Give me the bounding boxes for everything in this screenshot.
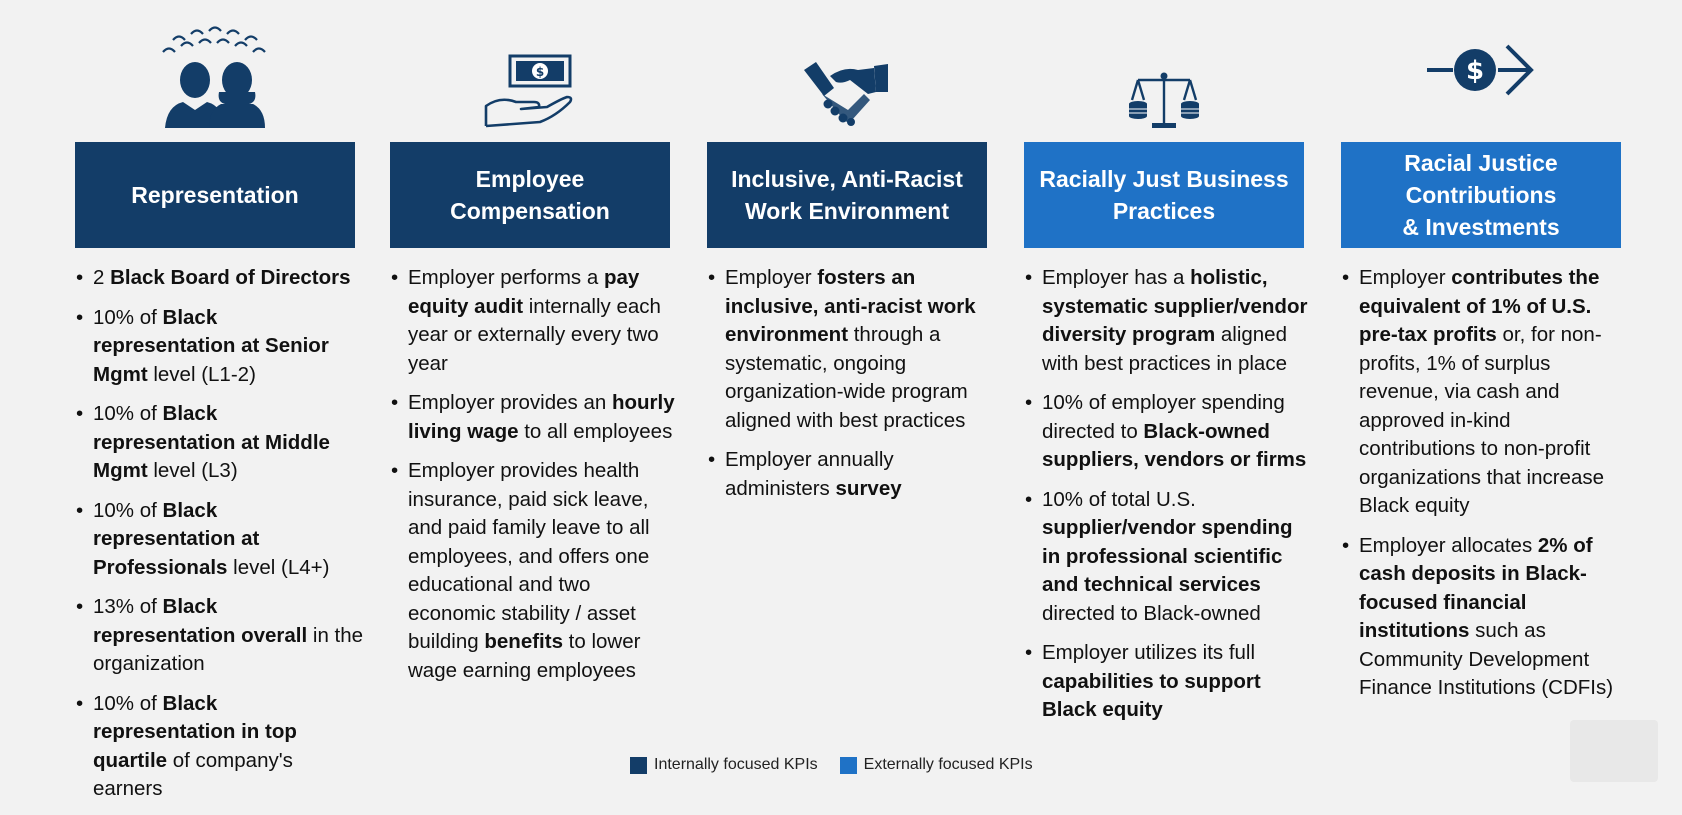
scales-icon (1024, 20, 1304, 130)
kpi-emphasis: contributes the equivalent of 1% of U.S. pre-tax profits (1359, 266, 1600, 346)
kpi-text: 10% of employer spending directed to (1042, 391, 1285, 443)
kpi-item (408, 389, 680, 446)
column-title-line: Work Environment (744, 198, 950, 224)
kpi-text: such as Community Development Finance Institutions (CDFIs) (1359, 619, 1614, 699)
kpi-text: to lower wage earning employees (408, 630, 641, 682)
kpi-item (93, 304, 365, 390)
dollar-arrow-icon (1341, 40, 1621, 100)
header-representation (75, 142, 355, 248)
kpi-item (408, 457, 680, 685)
kpi-text: Employer utilizes its full (1042, 641, 1256, 664)
column-title-line: Racially Just Business (1039, 166, 1289, 192)
kpi-text: 10% of (93, 498, 163, 522)
kpi-emphasis: Black representation in top quartile (93, 691, 297, 772)
kpi-text: 2 (93, 266, 111, 289)
legend-external (840, 756, 1033, 774)
column-title-line: & Investments (1402, 214, 1560, 240)
legend-external-label: Externally focused KPIs (863, 756, 1033, 773)
kpi-emphasis: Black representation at Middle Mgmt (93, 402, 330, 482)
legend-internal (630, 756, 818, 774)
kpi-emphasis: Black representation at Professionals (93, 498, 260, 579)
kpi-item (1359, 532, 1631, 703)
money-hand-icon (390, 20, 670, 130)
kpi-emphasis: pay equity audit (408, 266, 640, 318)
kpi-item (1042, 389, 1314, 475)
kpi-emphasis: 2% of cash deposits in Black-focused financial institutions (1359, 533, 1593, 642)
kpi-text: in the organization (93, 623, 364, 675)
column-title (450, 163, 610, 227)
kpi-list (707, 264, 997, 514)
kpi-text: 13% of (93, 595, 163, 618)
column-title-line: Representation (131, 182, 299, 208)
kpi-item (725, 446, 997, 503)
legend-internal-swatch (630, 757, 647, 774)
kpi-emphasis: Black-owned suppliers, vendors or firms (1042, 419, 1307, 471)
people-icon (75, 20, 355, 130)
kpi-emphasis: survey (835, 476, 902, 500)
kpi-text: level (L1-2) (147, 362, 256, 386)
kpi-emphasis: Black representation overall (93, 595, 308, 647)
kpi-emphasis: Black Board of Directors (110, 266, 351, 289)
kpi-text: 10% of total U.S. (1042, 487, 1196, 511)
kpi-list (1024, 264, 1314, 736)
kpi-text: 10% of (93, 402, 163, 425)
kpi-item (1359, 264, 1631, 521)
kpi-item (725, 264, 997, 435)
svg-text:$: $ (1465, 56, 1485, 86)
column-title-line: Practices (1112, 198, 1216, 224)
kpi-list (390, 264, 680, 696)
column-title (1402, 147, 1559, 243)
legend-internal-label: Internally focused KPIs (654, 756, 818, 773)
kpi-text: Employer provides health insurance, paid sick leave, and paid family leave to all employees, and offers one educational and two economic stability / asset building (408, 459, 650, 653)
kpi-emphasis: Black representation at Senior Mgmt (93, 305, 329, 386)
column-title (131, 179, 298, 211)
kpi-text: through a systematic, ongoing organization-wide program aligned with best practices (725, 323, 968, 432)
kpi-emphasis: holistic, systematic supplier/vendor diversity program (1042, 266, 1308, 346)
kpi-text: of company's earners (93, 748, 293, 800)
kpi-text: Employer has a (1042, 266, 1191, 289)
kpi-item (93, 593, 365, 679)
kpi-emphasis: capabilities to support Black equity (1042, 669, 1261, 721)
column-title (1039, 163, 1288, 227)
kpi-text: level (L4+) (227, 555, 330, 579)
header-contributions (1341, 142, 1621, 248)
kpi-text: directed to Black-owned (1042, 601, 1261, 625)
kpi-item (408, 264, 680, 378)
header-compensation (390, 142, 670, 248)
kpi-emphasis: benefits (484, 630, 563, 653)
kpi-item (93, 264, 365, 293)
legend (630, 756, 1055, 774)
kpi-item (93, 497, 365, 583)
kpi-text: Employer annually administers (725, 448, 894, 500)
column-title-line: Employee (475, 166, 585, 192)
kpi-text: Employer provides an (408, 391, 612, 414)
kpi-list (75, 264, 365, 815)
column-title-line: Contributions (1405, 182, 1557, 208)
corner-placeholder (1570, 720, 1658, 782)
kpi-text: aligned with best practices in place (1042, 323, 1287, 375)
kpi-item (1042, 486, 1314, 629)
column-title-line: Racial Justice (1404, 150, 1558, 176)
legend-external-swatch (840, 757, 857, 774)
column-title-line: Inclusive, Anti-Racist (731, 166, 963, 192)
column-title-line: Compensation (450, 198, 610, 224)
kpi-list (1341, 264, 1631, 714)
kpi-text: internally each year or externally every two year (408, 294, 661, 375)
svg-text:$: $ (535, 65, 545, 79)
kpi-text: 10% of (93, 691, 163, 715)
column-title (731, 163, 963, 227)
kpi-text: 10% of (93, 305, 163, 329)
kpi-text: or, for non-profits, 1% of surplus revenue, via cash and approved in-kind contributions to non-profit organizations that increase Black equity (1359, 323, 1605, 517)
kpi-text: Employer performs a (408, 266, 604, 289)
kpi-text: level (L3) (147, 459, 238, 482)
header-inclusive (707, 142, 987, 248)
handshake-icon (707, 20, 987, 130)
kpi-text: Employer allocates (1359, 533, 1538, 557)
kpi-item (1042, 639, 1314, 725)
kpi-text: Employer (1359, 266, 1452, 289)
kpi-item (1042, 264, 1314, 378)
kpi-emphasis: fosters an inclusive, anti-racist work environment (725, 266, 976, 346)
kpi-text: Employer (725, 266, 818, 289)
kpi-text: to all employees (518, 419, 673, 443)
kpi-emphasis: hourly living wage (408, 391, 675, 443)
kpi-emphasis: supplier/vendor spending in professional scientific and technical services (1042, 516, 1293, 596)
header-business (1024, 142, 1304, 248)
kpi-item (93, 690, 365, 804)
kpi-item (93, 400, 365, 486)
